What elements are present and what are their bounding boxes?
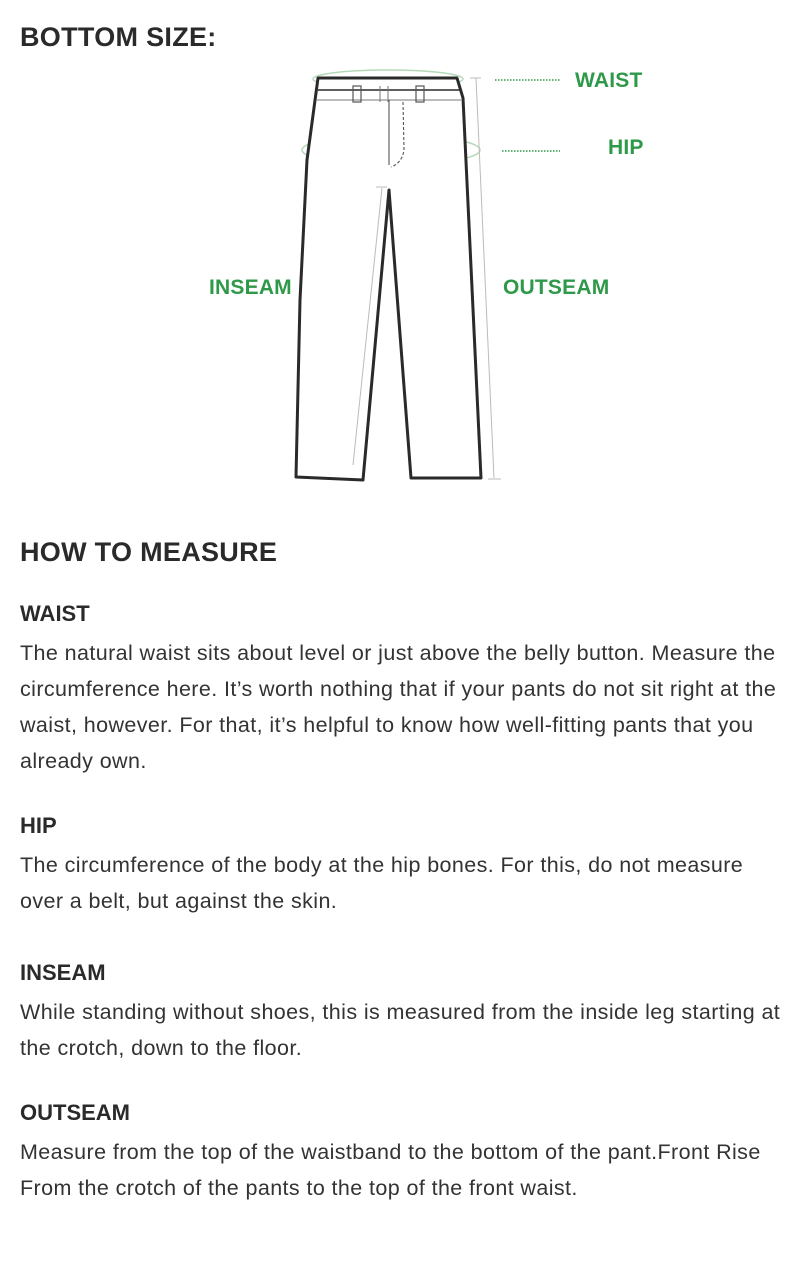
- waist-label: WAIST: [575, 69, 643, 92]
- measure-hip: [20, 812, 790, 919]
- page-title: BOTTOM SIZE:: [20, 22, 217, 52]
- measure-outseam: [20, 1099, 790, 1206]
- inseam-label: INSEAM: [209, 276, 292, 299]
- measure-description: The circumference of the body at the hip bones. For this, do not measure over a belt, but against the skin.: [20, 853, 744, 913]
- measure-title: HIP: [20, 813, 57, 838]
- measure-description: Measure from the top of the waistband to the bottom of the pant.Front Rise From the crotch of the pants to the top of the front waist.: [20, 1140, 761, 1200]
- pants-size-diagram: [0, 0, 800, 520]
- measure-title: INSEAM: [20, 960, 106, 985]
- measure-inseam: [20, 959, 790, 1066]
- measure-description: While standing without shoes, this is measured from the inside leg starting at the crotch, down to the floor.: [20, 1000, 781, 1060]
- measure-waist: [20, 600, 790, 779]
- hip-label: HIP: [608, 136, 644, 159]
- outseam-label: OUTSEAM: [503, 276, 610, 299]
- measure-title: WAIST: [20, 601, 90, 626]
- measure-description: The natural waist sits about level or just above the belly button. Measure the circumference here. It’s worth nothing that if your pants do not sit right at the waist, however. For that, it’s helpful to know how well-fitting pants that you already own.: [20, 641, 777, 773]
- measure-title: OUTSEAM: [20, 1100, 130, 1125]
- pants-illustration: [0, 0, 800, 520]
- how-to-measure-heading: HOW TO MEASURE: [20, 537, 278, 567]
